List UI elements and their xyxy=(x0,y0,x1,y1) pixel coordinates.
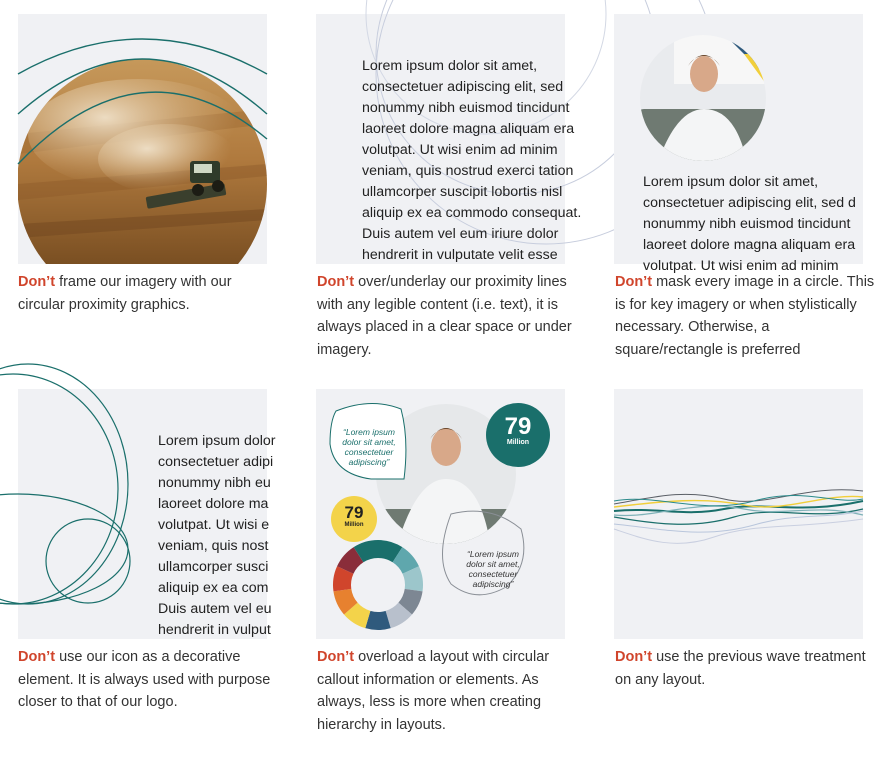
lorem-line: nonummy nibh euismod tincidunt xyxy=(362,100,570,116)
card-caption xyxy=(317,646,579,736)
example-card-wave-treatment xyxy=(614,389,863,639)
caption-text: frame our imagery with our circular proximity graphics. xyxy=(18,274,232,313)
example-card-circle-mask xyxy=(614,14,863,274)
donut-chart xyxy=(342,549,414,621)
stat-label: Million xyxy=(344,522,364,528)
callout-quote-2: “Lorem ipsum dolor sit amet, consectetuer adipiscing” xyxy=(466,549,520,589)
lorem-line: laoreet dolore ma xyxy=(158,496,269,512)
card-caption xyxy=(615,271,877,361)
lorem-line: Lorem ipsum dolor xyxy=(158,433,276,449)
dont-label: Don’t xyxy=(18,649,56,665)
caption-text: mask every image in a circle. This is for key imagery or when stylistically necessary. Otherwise, a square/rectangle is preferred xyxy=(615,274,875,358)
lorem-text-block xyxy=(643,172,856,277)
lorem-line: Lorem ipsum dolor sit amet, xyxy=(362,58,538,74)
lorem-line: laoreet dolore magna aliquam era xyxy=(643,237,856,253)
lorem-line: ullamcorper suscipit lobortis nisl xyxy=(362,184,563,200)
lorem-line: nonummy nibh euismod tincidunt xyxy=(643,216,851,232)
stat-value: 79 xyxy=(344,503,364,522)
stat-callout-large xyxy=(486,403,550,467)
lorem-line: nonummy nibh eu xyxy=(158,475,271,491)
donut-segment xyxy=(345,555,358,570)
card-caption xyxy=(317,271,579,361)
callout-quote-1: “Lorem ipsum dolor sit amet, consectetuer adipiscing” xyxy=(342,427,396,467)
lorem-line: Duis autem vel eum iriure dolor xyxy=(362,226,559,242)
donut-segment xyxy=(411,570,414,590)
stat-label: Million xyxy=(506,439,530,446)
lorem-line: volutpat. Ut wisi enim ad minim xyxy=(362,142,558,158)
lorem-line: consectetuer adipiscing elit, sed d xyxy=(643,195,856,211)
caption-text: over/underlay our proximity lines with any legible content (i.e. text), it is always placed in a clear space or under imagery. xyxy=(317,274,572,358)
example-card-lines-over-text xyxy=(316,14,582,264)
lorem-line: hendrerit in vulput xyxy=(158,622,271,638)
lorem-line: volutpat. Ut wisi enim ad minim xyxy=(643,258,839,274)
example-card-decorative-icon xyxy=(18,389,276,639)
lorem-line: veniam, quis nost xyxy=(158,538,269,554)
wave-lines xyxy=(614,389,863,639)
lorem-line: aliquip ex ea commodo consequat. xyxy=(362,205,582,221)
donut-segment xyxy=(397,555,410,570)
example-card-frame-imagery xyxy=(18,14,267,264)
dont-label: Don’t xyxy=(615,649,653,665)
dont-label: Don’t xyxy=(317,274,355,290)
dont-label: Don’t xyxy=(18,274,56,290)
card-caption xyxy=(615,646,877,691)
card-caption xyxy=(18,271,280,316)
lorem-line: laoreet dolore magna aliquam era xyxy=(362,121,575,137)
donut-segment xyxy=(342,570,345,590)
lorem-line: ullamcorper susci xyxy=(158,559,269,575)
card-caption xyxy=(18,646,280,714)
dont-label: Don’t xyxy=(615,274,653,290)
donut-segment xyxy=(378,549,397,555)
lorem-line: veniam, quis nostrud exerci tation xyxy=(362,163,574,179)
donut-segment xyxy=(405,590,413,608)
donut-segment xyxy=(368,620,388,621)
lorem-line: aliquip ex ea com xyxy=(158,580,269,596)
stat-callout-small xyxy=(331,496,377,542)
lorem-line: Duis autem vel eu xyxy=(158,601,272,617)
caption-text: overload a layout with circular callout information or elements. As always, less is more when creating hierarchy in layouts. xyxy=(317,649,550,733)
donut-segment xyxy=(342,590,350,608)
example-card-overloaded-callouts xyxy=(316,389,565,639)
lorem-line: Lorem ipsum dolor sit amet, xyxy=(643,174,819,190)
stat-value: 79 xyxy=(504,413,532,440)
lorem-text-block xyxy=(362,56,581,266)
donut-segment xyxy=(388,609,405,620)
lorem-line: volutpat. Ut wisi e xyxy=(158,517,270,533)
lorem-line: consectetuer adipi xyxy=(158,454,274,470)
lorem-text-block xyxy=(158,431,276,641)
donut-segment xyxy=(359,549,378,555)
donut-segment xyxy=(351,609,368,620)
lorem-line: hendrerit in vulputate velit esse xyxy=(362,247,558,263)
harvester-scene xyxy=(18,14,267,264)
caption-text: use our icon as a decorative element. It is always used with purpose closer to that of our logo. xyxy=(18,649,271,710)
lorem-line: consectetuer adipiscing elit, sed xyxy=(362,79,564,95)
dont-label: Don’t xyxy=(317,649,355,665)
caption-text: use the previous wave treatment on any layout. xyxy=(615,649,866,688)
